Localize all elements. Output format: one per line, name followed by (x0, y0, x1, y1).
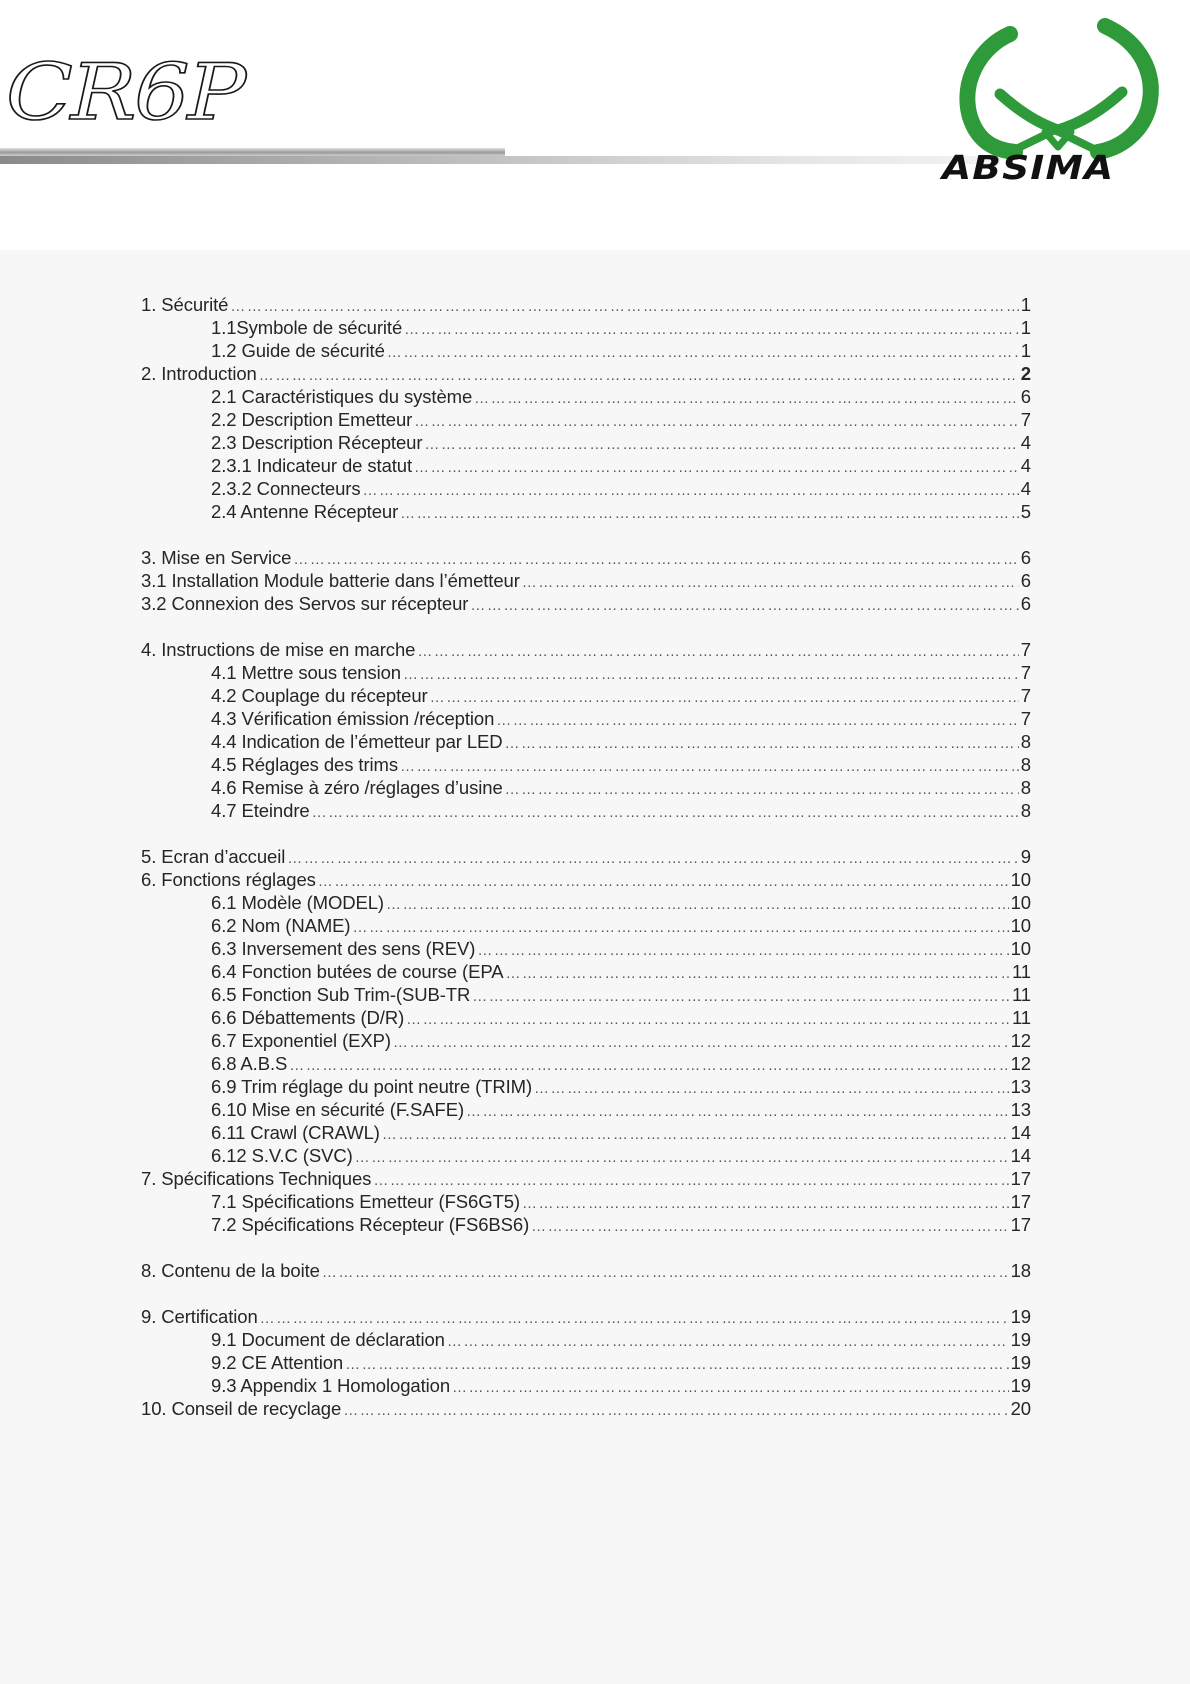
toc-entry[interactable] (141, 891, 1031, 914)
toc-entry-page: 8 (1020, 754, 1031, 775)
toc-entry-label: 6. Fonctions réglages (141, 869, 316, 890)
toc-dot-leader (424, 433, 1018, 456)
toc-dot-leader (345, 1353, 1009, 1376)
toc-entry[interactable] (141, 937, 1031, 960)
toc-dot-leader (534, 1077, 1009, 1100)
toc-entry-label: 4. Instructions de mise en marche (141, 639, 416, 660)
toc-entry[interactable] (141, 431, 1031, 454)
toc-entry-label: 10. Conseil de recyclage (141, 1398, 342, 1419)
toc-entry-label: 6.8 A.B.S (211, 1053, 288, 1074)
toc-entry-label: 4.4 Indication de l’émetteur par LED (211, 731, 503, 752)
toc-entry-page: 8 (1020, 800, 1031, 821)
toc-entry[interactable] (141, 1351, 1031, 1374)
toc-entry-label: 2.3.1 Indicateur de statut (211, 455, 413, 476)
toc-entry[interactable] (141, 1144, 1031, 1167)
toc-entry-page: 12 (1010, 1030, 1031, 1051)
toc-dot-leader (343, 1399, 1008, 1422)
toc-entry-label: 7.2 Spécifications Récepteur (FS6BS6) (211, 1214, 530, 1235)
toc-entry-label: 2.1 Caractéristiques du système (211, 386, 473, 407)
toc-entry-page: 6 (1020, 570, 1031, 591)
toc-entry-label: 6.5 Fonction Sub Trim-(SUB-TR (211, 984, 471, 1005)
toc-entry-label: 8. Contenu de la boite (141, 1260, 320, 1281)
toc-entry-label: 7.1 Spécifications Emetteur (FS6GT5) (211, 1191, 520, 1212)
toc-entry-label: 9.2 CE Attention (211, 1352, 344, 1373)
toc-spacer (141, 615, 1031, 638)
toc-dot-leader (522, 1192, 1009, 1215)
toc-entry-label: 2.3 Description Récepteur (211, 432, 423, 453)
toc-entry[interactable] (141, 638, 1031, 661)
toc-entry-label: 2.2 Description Emetteur (211, 409, 413, 430)
toc-dot-leader (505, 962, 1010, 985)
toc-dot-leader (505, 732, 1019, 755)
toc-entry[interactable] (141, 293, 1031, 316)
toc-entry-page: 1 (1020, 340, 1031, 361)
toc-entry[interactable] (141, 845, 1031, 868)
toc-entry[interactable] (141, 408, 1031, 431)
toc-entry-page: 6 (1020, 547, 1031, 568)
toc-entry-page: 8 (1020, 777, 1031, 798)
product-title: CR6P (6, 48, 245, 138)
toc-entry-page: 17 (1010, 1191, 1031, 1212)
toc-dot-leader (414, 410, 1019, 433)
toc-entry[interactable] (141, 477, 1031, 500)
toc-entry-page: 11 (1011, 984, 1031, 1005)
toc-entry[interactable] (141, 1075, 1031, 1098)
toc-dot-leader (322, 1261, 1009, 1284)
toc-entry[interactable] (141, 1029, 1031, 1052)
toc-entry-label: 1.2 Guide de sécurité (211, 340, 385, 361)
toc-entry[interactable] (141, 592, 1031, 615)
toc-dot-leader (404, 318, 1019, 341)
toc-entry-label: 4.6 Remise à zéro /réglages d’usine (211, 777, 503, 798)
toc-dot-leader (522, 571, 1019, 594)
toc-entry[interactable] (141, 960, 1031, 983)
toc-dot-leader (466, 1100, 1009, 1123)
toc-entry-label: 4.3 Vérification émission /réception (211, 708, 495, 729)
toc-entry[interactable] (141, 1121, 1031, 1144)
toc-entry[interactable] (141, 914, 1031, 937)
toc-entry-label: 6.10 Mise en sécurité (F.SAFE) (211, 1099, 465, 1120)
toc-entry-page: 6 (1020, 386, 1031, 407)
toc-entry-page: 19 (1010, 1375, 1031, 1396)
toc-entry[interactable] (141, 1259, 1031, 1282)
toc-entry[interactable] (141, 362, 1031, 385)
toc-entry-page: 7 (1020, 708, 1031, 729)
toc-entry-page: 7 (1020, 639, 1031, 660)
toc-entry-label: 5. Ecran d’accueil (141, 846, 286, 867)
toc-entry-label: 1. Sécurité (141, 294, 229, 315)
toc-spacer (141, 822, 1031, 845)
toc-dot-leader (230, 295, 1018, 318)
toc-entry-label: 6.6 Débattements (D/R) (211, 1007, 405, 1028)
toc-entry-page: 19 (1010, 1352, 1031, 1373)
toc-entry-page: 14 (1010, 1122, 1031, 1143)
toc-entry-page: 14 (1010, 1145, 1031, 1166)
toc-dot-leader (474, 387, 1019, 410)
toc-entry[interactable] (141, 1213, 1031, 1236)
toc-entry[interactable] (141, 983, 1031, 1006)
toc-dot-leader (417, 640, 1018, 663)
toc-entry-page: 7 (1020, 409, 1031, 430)
toc-entry-label: 6.3 Inversement des sens (REV) (211, 938, 476, 959)
toc-dot-leader (293, 548, 1018, 571)
toc-entry[interactable] (141, 569, 1031, 592)
toc-entry-page: 7 (1020, 685, 1031, 706)
toc-entry-page: 10 (1010, 892, 1031, 913)
toc-entry-label: 7. Spécifications Techniques (141, 1168, 372, 1189)
toc-entry-label: 9.3 Appendix 1 Homologation (211, 1375, 451, 1396)
toc-spacer (141, 1282, 1031, 1305)
toc-entry[interactable] (141, 1328, 1031, 1351)
toc-entry[interactable] (141, 799, 1031, 822)
toc-dot-leader (287, 847, 1019, 870)
toc-dot-leader (373, 1169, 1008, 1192)
toc-entry[interactable] (141, 684, 1031, 707)
toc-entry-page: 7 (1020, 662, 1031, 683)
toc-entry-label: 3. Mise en Service (141, 547, 292, 568)
toc-entry-page: 10 (1010, 938, 1031, 959)
toc-entry-page: 10 (1010, 915, 1031, 936)
toc-entry[interactable] (141, 316, 1031, 339)
toc-entry-page: 20 (1010, 1398, 1031, 1419)
toc-entry-label: 3.1 Installation Module batterie dans l’émetteur (141, 570, 520, 591)
brand-wordmark: ABSIMA (942, 148, 1115, 187)
toc-entry-page: 19 (1010, 1329, 1031, 1350)
toc-dot-leader (505, 778, 1019, 801)
toc-entry-label: 2. Introduction (141, 363, 257, 384)
toc-entry[interactable] (141, 339, 1031, 362)
toc-entry-page: 12 (1010, 1053, 1031, 1074)
toc-entry-label: 3.2 Connexion des Servos sur récepteur (141, 593, 469, 614)
header-rule-upper (0, 148, 505, 156)
toc-entry-page: 4 (1020, 432, 1031, 453)
toc-entry-page: 13 (1010, 1099, 1031, 1120)
toc-entry-label: 6.4 Fonction butées de course (EPA (211, 961, 504, 982)
toc-dot-leader (260, 1307, 1009, 1330)
toc-entry[interactable] (141, 1397, 1031, 1420)
toc-entry-label: 6.1 Modèle (MODEL) (211, 892, 384, 913)
toc-entry-label: 6.11 Crawl (CRAWL) (211, 1122, 380, 1143)
toc-spacer (141, 1236, 1031, 1259)
toc-entry[interactable] (141, 500, 1031, 523)
table-of-contents (141, 293, 1031, 1420)
toc-entry-label: 4.7 Eteindre (211, 800, 310, 821)
toc-entry[interactable] (141, 776, 1031, 799)
toc-dot-leader (452, 1376, 1009, 1399)
toc-entry-page: 4 (1020, 455, 1031, 476)
toc-entry-label: 4.1 Mettre sous tension (211, 662, 401, 683)
toc-dot-leader (403, 663, 1019, 686)
toc-entry-label: 6.9 Trim réglage du point neutre (TRIM) (211, 1076, 533, 1097)
toc-dot-leader (352, 916, 1008, 939)
toc-entry-page: 5 (1020, 501, 1031, 522)
toc-dot-leader (406, 1008, 1010, 1031)
toc-entry[interactable] (141, 1190, 1031, 1213)
toc-dot-leader (386, 893, 1009, 916)
toc-entry-page: 17 (1010, 1214, 1031, 1235)
toc-spacer (141, 523, 1031, 546)
toc-dot-leader (362, 479, 1018, 502)
toc-dot-leader (400, 755, 1019, 778)
toc-entry-label: 6.7 Exponentiel (EXP) (211, 1030, 391, 1051)
toc-entry-page: 2 (1020, 363, 1031, 384)
toc-dot-leader (400, 502, 1019, 525)
toc-entry-page: 11 (1011, 961, 1031, 982)
toc-dot-leader (387, 341, 1019, 364)
toc-dot-leader (531, 1215, 1008, 1238)
toc-entry-label: 2.3.2 Connecteurs (211, 478, 361, 499)
toc-dot-leader (355, 1146, 1009, 1169)
toc-dot-leader (472, 985, 1010, 1008)
toc-entry-label: 6.2 Nom (NAME) (211, 915, 351, 936)
toc-entry-page: 4 (1020, 478, 1031, 499)
toc-entry-page: 10 (1010, 869, 1031, 890)
toc-dot-leader (430, 686, 1019, 709)
toc-dot-leader (259, 364, 1019, 387)
toc-entry-page: 18 (1010, 1260, 1031, 1281)
toc-entry-page: 19 (1010, 1306, 1031, 1327)
toc-entry[interactable] (141, 730, 1031, 753)
toc-entry[interactable] (141, 661, 1031, 684)
toc-dot-leader (382, 1123, 1009, 1146)
toc-entry-page: 6 (1020, 593, 1031, 614)
toc-dot-leader (318, 870, 1009, 893)
toc-entry[interactable] (141, 1052, 1031, 1075)
toc-entry-page: 8 (1020, 731, 1031, 752)
toc-dot-leader (470, 594, 1018, 617)
toc-dot-leader (414, 456, 1019, 479)
toc-dot-leader (496, 709, 1019, 732)
toc-entry-page: 13 (1010, 1076, 1031, 1097)
toc-entry[interactable] (141, 1098, 1031, 1121)
toc-entry-label: 6.12 S.V.C (SVC) (211, 1145, 353, 1166)
toc-entry[interactable] (141, 1374, 1031, 1397)
toc-dot-leader (393, 1031, 1009, 1054)
toc-entry[interactable] (141, 454, 1031, 477)
toc-entry-label: 2.4 Antenne Récepteur (211, 501, 399, 522)
toc-entry[interactable] (141, 868, 1031, 891)
toc-entry-page: 9 (1020, 846, 1031, 867)
toc-entry[interactable] (141, 385, 1031, 408)
toc-entry[interactable] (141, 1167, 1031, 1190)
toc-dot-leader (447, 1330, 1009, 1353)
header-rule-lower (0, 156, 1000, 164)
toc-entry[interactable] (141, 1305, 1031, 1328)
toc-dot-leader (289, 1054, 1008, 1077)
toc-dot-leader (477, 939, 1008, 962)
toc-entry-page: 1 (1020, 294, 1031, 315)
toc-entry[interactable] (141, 707, 1031, 730)
toc-entry-label: 4.5 Réglages des trims (211, 754, 399, 775)
toc-entry-label: 4.2 Couplage du récepteur (211, 685, 428, 706)
toc-entry-page: 11 (1011, 1007, 1031, 1028)
toc-entry[interactable] (141, 753, 1031, 776)
toc-entry-page: 1 (1020, 317, 1031, 338)
toc-entry-label: 9. Certification (141, 1306, 258, 1327)
toc-entry-label: 1.1Symbole de sécurité (211, 317, 403, 338)
toc-dot-leader (312, 801, 1019, 824)
toc-entry-label: 9.1 Document de déclaration (211, 1329, 445, 1350)
toc-entry[interactable] (141, 1006, 1031, 1029)
toc-entry-page: 17 (1010, 1168, 1031, 1189)
toc-entry[interactable] (141, 546, 1031, 569)
